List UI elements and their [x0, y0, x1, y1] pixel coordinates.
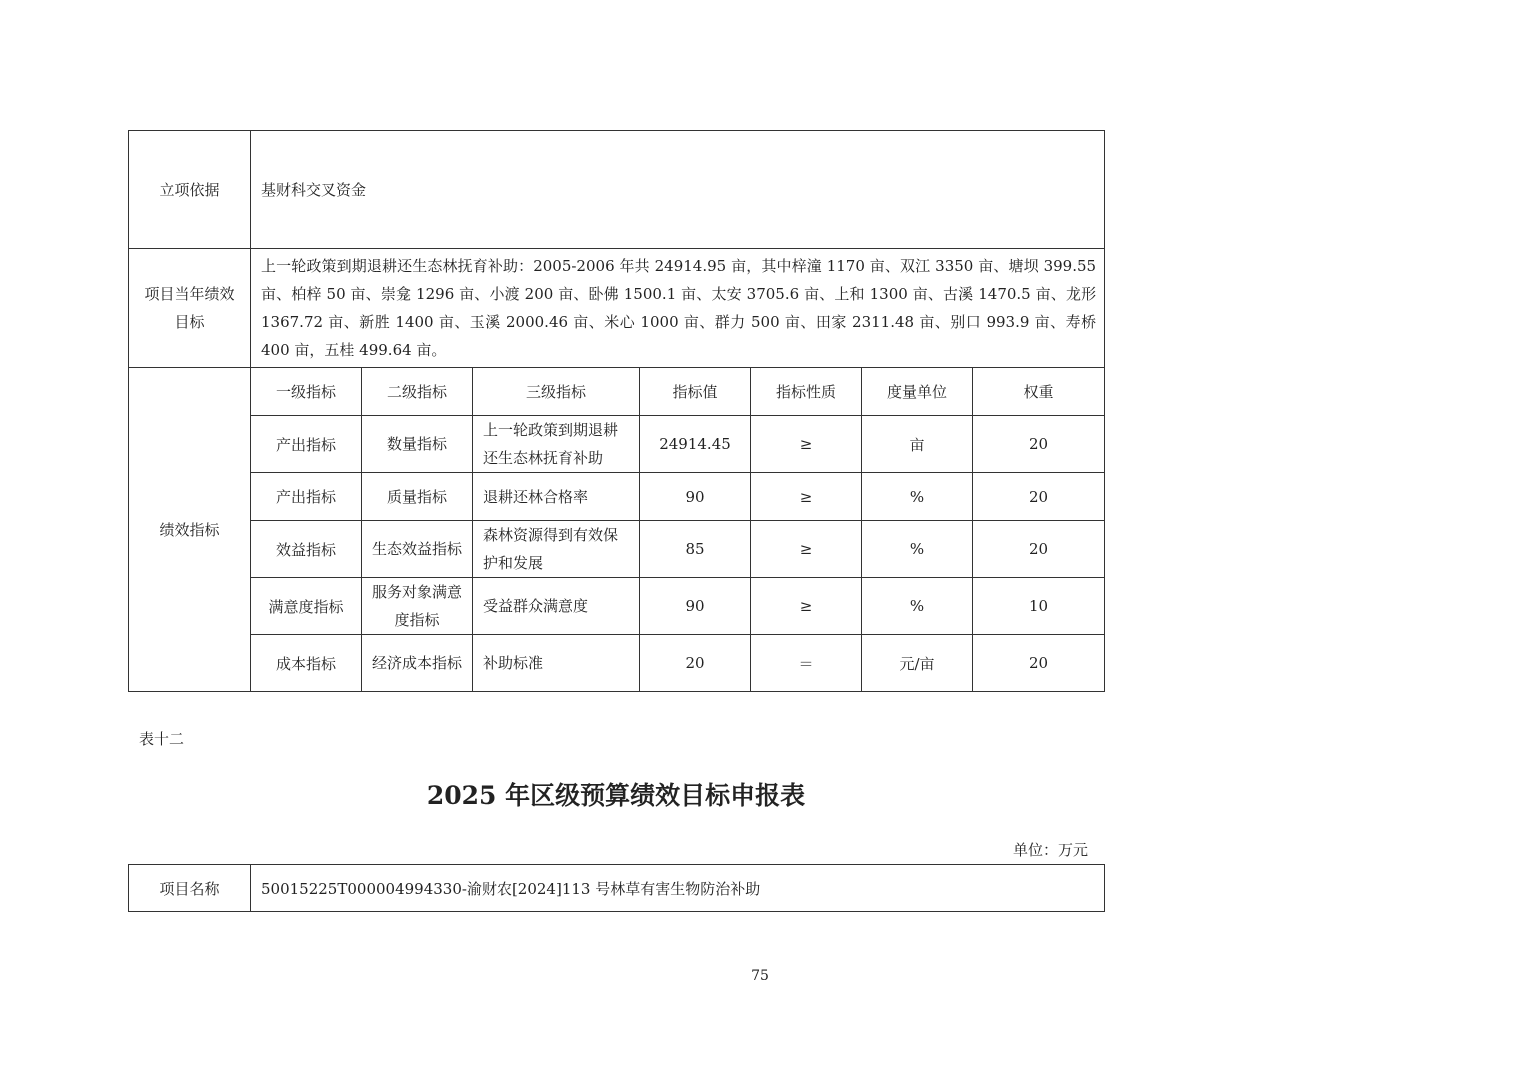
goal-label: 项目当年绩效目标: [129, 249, 251, 368]
basis-label: 立项依据: [129, 131, 251, 249]
unit-cell: 元/亩: [862, 635, 973, 692]
level2-cell: 服务对象满意度指标: [362, 578, 473, 635]
level3-cell: 上一轮政策到期退耕还生态林抚育补助: [473, 416, 640, 473]
weight-cell: 20: [973, 521, 1105, 578]
level2-cell: 生态效益指标: [362, 521, 473, 578]
nature-cell: ＝: [751, 635, 862, 692]
goal-row: [129, 249, 1105, 368]
header-nature: 指标性质: [751, 368, 862, 416]
table-row: [129, 473, 1105, 521]
basis-row: [129, 131, 1105, 249]
level1-cell: 产出指标: [251, 416, 362, 473]
performance-table-top: [128, 130, 1105, 692]
weight-cell: 20: [973, 473, 1105, 521]
table-note: 表十二: [139, 730, 185, 748]
performance-table-bottom: [128, 864, 1105, 912]
table-row: [129, 578, 1105, 635]
nature-cell: ≥: [751, 416, 862, 473]
value-cell: 20: [640, 635, 751, 692]
level1-cell: 产出指标: [251, 473, 362, 521]
level2-cell: 质量指标: [362, 473, 473, 521]
table-row: [129, 416, 1105, 473]
project-name-value: 50015225T000004994330-渝财农[2024]113 号林草有害生物防治补助: [251, 865, 1105, 912]
nature-cell: ≥: [751, 578, 862, 635]
unit-cell: %: [862, 578, 973, 635]
project-name-row: [129, 865, 1105, 912]
goal-value: 上一轮政策到期退耕还生态林抚育补助：2005-2006 年共 24914.95 亩，其中梓潼 1170 亩、双江 3350 亩、塘坝 399.55 亩、柏梓 50 亩、崇龛 1296 亩、小渡 200 亩、卧佛 1500.1 亩、太安 3705.6 亩、上和 1300 亩、古溪 1470.5 亩、龙形 1367.72 亩、新胜 1400 亩、玉溪 2000.46 亩、米心 1000 亩、群力 500 亩、田家 2311.48 亩、别口 993.9 亩、寿桥 400 亩，五桂 499.64 亩。: [251, 249, 1105, 368]
weight-cell: 20: [973, 416, 1105, 473]
indicator-header-row: [129, 368, 1105, 416]
value-cell: 90: [640, 473, 751, 521]
value-cell: 24914.45: [640, 416, 751, 473]
project-name-label: 项目名称: [129, 865, 251, 912]
table-row: [129, 635, 1105, 692]
header-level1: 一级指标: [251, 368, 362, 416]
level1-cell: 成本指标: [251, 635, 362, 692]
header-value: 指标值: [640, 368, 751, 416]
indicators-label: 绩效指标: [129, 368, 251, 692]
weight-cell: 20: [973, 635, 1105, 692]
level2-cell: 数量指标: [362, 416, 473, 473]
level3-cell: 森林资源得到有效保护和发展: [473, 521, 640, 578]
basis-value: 基财科交叉资金: [251, 131, 1105, 249]
page-title: 2025 年区级预算绩效目标申报表: [426, 781, 806, 810]
header-unit: 度量单位: [862, 368, 973, 416]
level2-cell: 经济成本指标: [362, 635, 473, 692]
unit-cell: %: [862, 473, 973, 521]
nature-cell: ≥: [751, 473, 862, 521]
header-weight: 权重: [973, 368, 1105, 416]
value-cell: 85: [640, 521, 751, 578]
nature-cell: ≥: [751, 521, 862, 578]
level3-cell: 受益群众满意度: [473, 578, 640, 635]
header-level3: 三级指标: [473, 368, 640, 416]
unit-cell: %: [862, 521, 973, 578]
unit-cell: 亩: [862, 416, 973, 473]
page-number: 75: [751, 968, 769, 984]
unit-label: 单位：万元: [1013, 841, 1089, 859]
level3-cell: 补助标准: [473, 635, 640, 692]
weight-cell: 10: [973, 578, 1105, 635]
level1-cell: 满意度指标: [251, 578, 362, 635]
level1-cell: 效益指标: [251, 521, 362, 578]
value-cell: 90: [640, 578, 751, 635]
header-level2: 二级指标: [362, 368, 473, 416]
level3-cell: 退耕还林合格率: [473, 473, 640, 521]
table-row: [129, 521, 1105, 578]
